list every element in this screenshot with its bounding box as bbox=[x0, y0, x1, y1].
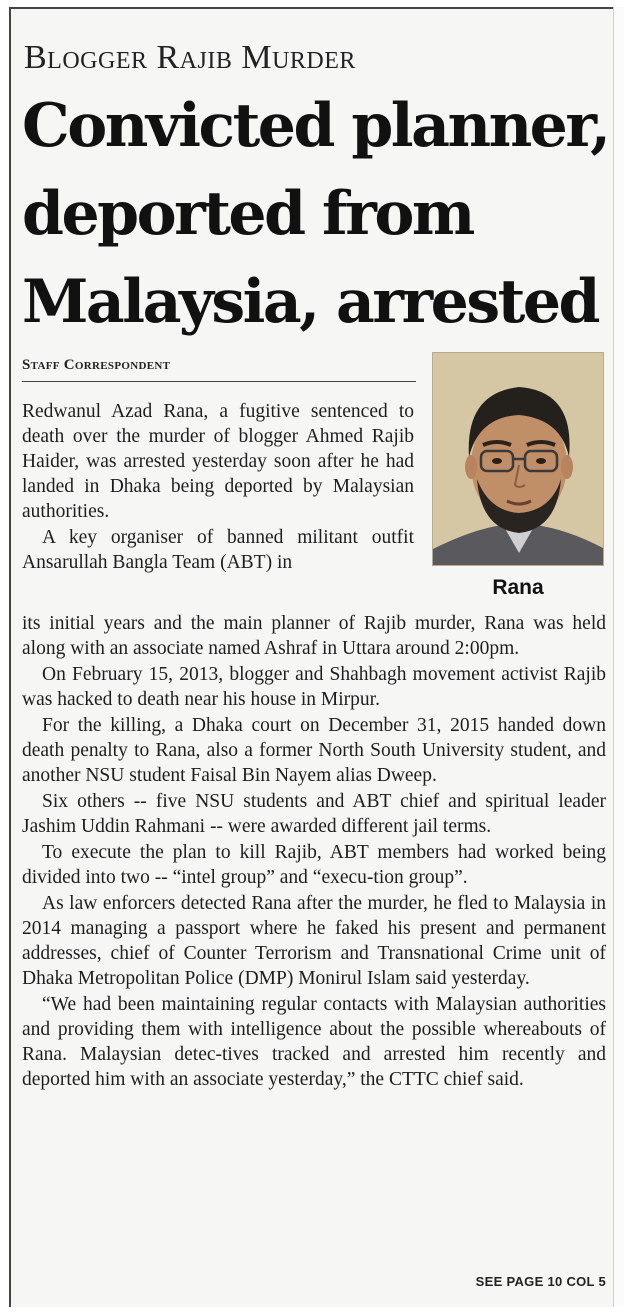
paragraph: On February 15, 2013, blogger and Shahbagh movement activist Rajib was hacked to death near his house in Mirpur. bbox=[22, 664, 606, 710]
kicker: Blogger Rajib Murder bbox=[24, 39, 356, 76]
paragraph: “We had been maintaining regular contacts with Malaysian authorities and providing them with intelligence about the possible whereabouts of Rana. Malaysian detec-tives tracked and arrested him recently and deported him with an associate yesterday,” the CTTC chief said. bbox=[22, 994, 606, 1090]
body-column-wide bbox=[22, 611, 606, 1093]
photo-caption: Rana bbox=[492, 576, 544, 599]
paragraph: its initial years and the main planner of Rajib murder, Rana was held along with an associate named Ashraf in Uttara around 2:00pm. bbox=[22, 613, 606, 659]
portrait-illustration bbox=[433, 353, 604, 566]
jump-line: SEE PAGE 10 COL 5 bbox=[475, 1274, 606, 1289]
paragraph: As law enforcers detected Rana after the murder, he fled to Malaysia in 2014 managing a passport where he faked his present and permanent addresses, chief of Counter Terrorism and Transnational Crime unit of Dhaka Metropolitan Police (DMP) Monirul Islam said yesterday. bbox=[22, 893, 606, 989]
body-column-narrow bbox=[22, 399, 414, 576]
headline: Convicted planner, deported from Malaysia, arrested bbox=[22, 91, 609, 337]
paragraph: To execute the plan to kill Rajib, ABT members had worked being divided into two -- “intel group” and “execu-tion group”. bbox=[22, 842, 606, 888]
paragraph: Six others -- five NSU students and ABT chief and spiritual leader Jashim Uddin Rahmani -- were awarded different jail terms. bbox=[22, 791, 606, 837]
paragraph: For the killing, a Dhaka court on December 31, 2015 handed down death penalty to Rana, also a former North South University student, and another NSU student Faisal Bin Nayem alias Dweep. bbox=[22, 715, 606, 786]
byline: Staff Correspondent bbox=[22, 357, 416, 382]
portrait-photo bbox=[432, 352, 604, 566]
paragraph: Redwanul Azad Rana, a fugitive sentenced to death over the murder of blogger Ahmed Rajib Haider, was arrested yesterday soon after he had landed in Dhaka being deported by Malaysian authorities. bbox=[22, 401, 414, 522]
paragraph: A key organiser of banned militant outfit Ansarullah Bangla Team (ABT) in bbox=[22, 527, 414, 573]
clipping-edge bbox=[613, 7, 624, 1307]
